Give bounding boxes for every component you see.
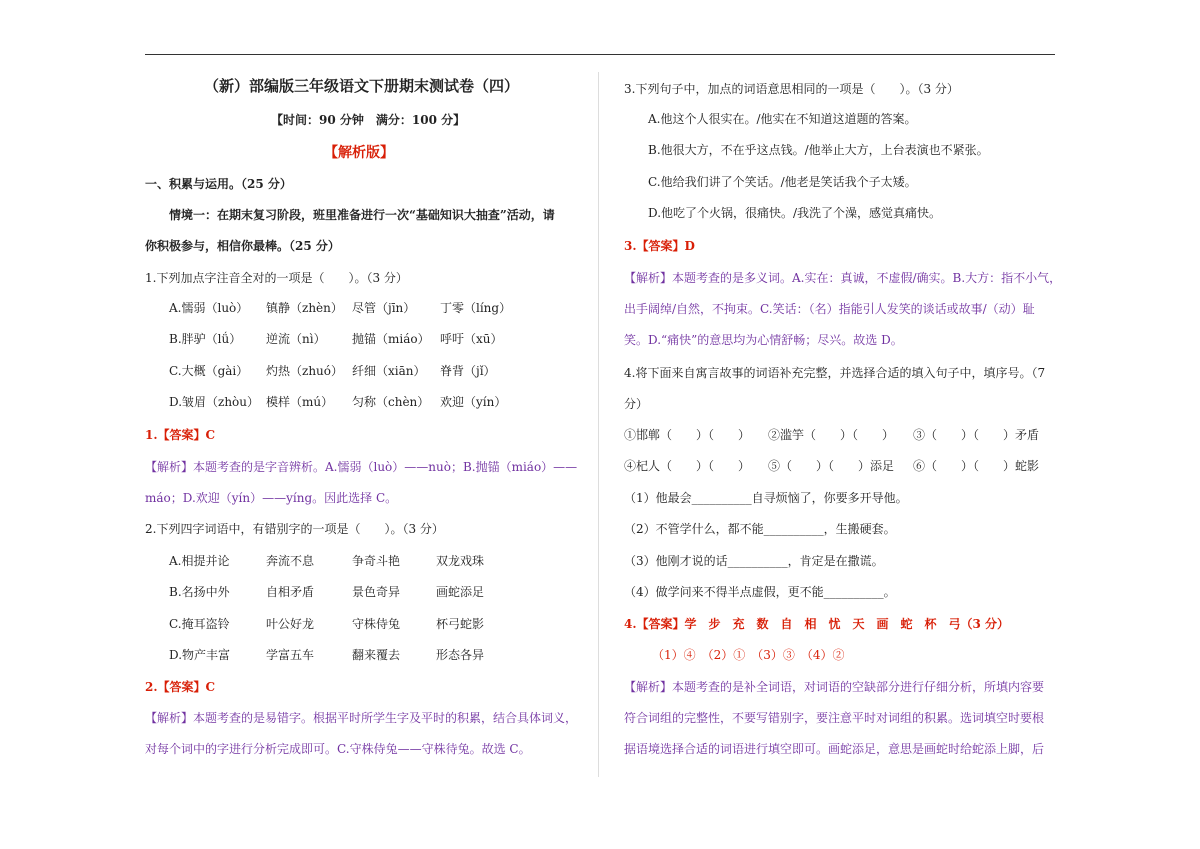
q1-option-d: D.皱眉（zhòu） (169, 395, 260, 409)
q1-option-b: B.胖驴（lǘ） (169, 332, 242, 346)
q4-blank-5: ⑤（ ）（ ）添足 (768, 459, 895, 473)
q3-option-a: A.他这个人很实在。/他实在不知道这道题的答案。 (648, 112, 917, 126)
q4-analysis-line-3: 据语境选择合适的词语进行填空即可。画蛇添足，意思是画蛇时给蛇添上脚，后 (624, 742, 1045, 756)
q2-analysis-line-1: 【解析】本题考查的是易错字。根据平时所学生字及平时的积累，结合具体词义， (145, 711, 578, 725)
q2-option-c: C.掩耳盗铃 (169, 617, 230, 631)
q1-word: 呼吁（xū） (440, 332, 503, 346)
q4-answer-order: （1）④ （2）① （3）③ （4）② (652, 648, 845, 662)
q1-word: 灼热（zhuó） (266, 364, 344, 378)
q4-blank-1: ①邯郸（ ）（ ） (624, 428, 751, 442)
q2-word: 学富五车 (266, 648, 315, 662)
q3-option-c: C.他给我们讲了个笑话。/他老是笑话我个子太矮。 (648, 175, 917, 189)
q4-stem-line-2: 分） (624, 397, 649, 411)
q2-word: 双龙戏珠 (436, 554, 485, 568)
q1-option-c: C.大概（gài） (169, 364, 249, 378)
q2-answer: 2.【答案】C (145, 680, 216, 694)
q2-option-b: B.名扬中外 (169, 585, 230, 599)
q1-word: 镇静（zhèn） (266, 301, 343, 315)
q1-word: 丁零（líng） (440, 301, 512, 315)
top-rule (145, 54, 1055, 55)
q2-word: 争奇斗艳 (352, 554, 401, 568)
q3-option-d: D.他吃了个火锅，很痛快。/我洗了个澡，感觉真痛快。 (648, 206, 942, 220)
q4-sentence-2: （2）不管学什么，都不能__________，生搬硬套。 (624, 522, 896, 536)
q2-analysis-line-2: 对每个词中的字进行分析完成即可。C.守株侍兔——守株待兔。故选 C。 (145, 742, 531, 756)
context-line-2: 你积极参与，相信你最棒。（25 分） (145, 239, 340, 253)
q2-word: 叶公好龙 (266, 617, 315, 631)
q2-stem: 2.下列四字词语中，有错别字的一项是（ ）。（3 分） (145, 522, 444, 536)
q4-sentence-1: （1）他最会__________自寻烦恼了，你要多开导他。 (624, 491, 908, 505)
q3-analysis-line-1: 【解析】本题考查的是多义词。A.实在：真诚，不虚假/确实。B.大方：指不小气， (624, 271, 1062, 285)
context-line-1: 情境一：在期末复习阶段，班里准备进行一次“基础知识大抽查”活动，请 (169, 208, 555, 222)
q4-blank-6: ⑥（ ）（ ）蛇影 (913, 459, 1040, 473)
q2-word: 翻来覆去 (352, 648, 401, 662)
q4-blank-3: ③（ ）（ ）矛盾 (913, 428, 1040, 442)
q2-word: 形态各异 (436, 648, 485, 662)
q3-analysis-line-3: 笑。D.“痛快”的意思均为心情舒畅；尽兴。故选 D。 (624, 333, 903, 347)
q4-blank-2: ②滥竽（ ）（ ） (768, 428, 895, 442)
q2-word: 守株侍兔 (352, 617, 401, 631)
q4-analysis-line-1: 【解析】本题考查的是补全词语，对词语的空缺部分进行仔细分析，所填内容要 (624, 680, 1045, 694)
page-title: （新）部编版三年级语文下册期末测试卷（四） (204, 77, 520, 95)
q2-word: 奔流不息 (266, 554, 315, 568)
exam-meta: 【时间：90 分钟 满分：100 分】 (271, 113, 466, 127)
q2-option-a: A.相提并论 (169, 554, 230, 568)
q1-option-a: A.懦弱（luò） (169, 301, 249, 315)
q2-word: 景色奇异 (352, 585, 401, 599)
q3-stem: 3.下列句子中，加点的词语意思相同的一项是（ ）。（3 分） (624, 82, 959, 96)
version-label: 【解析版】 (324, 145, 394, 161)
q1-word: 模样（mú） (266, 395, 334, 409)
q2-word: 画蛇添足 (436, 585, 485, 599)
q1-stem: 1.下列加点字注音全对的一项是（ ）。（3 分） (145, 271, 408, 285)
q3-answer: 3.【答案】D (624, 239, 695, 253)
q2-word: 自相矛盾 (266, 585, 315, 599)
q4-answer: 4.【答案】学 步 充 数 自 相 忧 天 画 蛇 杯 弓（3 分） (624, 617, 1010, 631)
q2-option-d: D.物产丰富 (169, 648, 231, 662)
q1-word: 尽管（jīn） (352, 301, 416, 315)
q1-word: 逆流（nì） (266, 332, 326, 346)
q1-word: 欢迎（yín） (440, 395, 507, 409)
q1-answer: 1.【答案】C (145, 428, 216, 442)
q3-option-b: B.他很大方，不在乎这点钱。/他举止大方，上台表演也不紧张。 (648, 143, 989, 157)
q4-analysis-line-2: 符合词组的完整性，不要写错别字，要注意平时对词组的积累。选词填空时要根 (624, 711, 1045, 725)
q4-blank-4: ④杞人（ ）（ ） (624, 459, 751, 473)
q4-sentence-4: （4）做学问来不得半点虚假，更不能__________。 (624, 585, 896, 599)
q2-word: 杯弓蛇影 (436, 617, 485, 631)
q1-word: 抛锚（miáo） (352, 332, 430, 346)
q1-analysis-line-1: 【解析】本题考查的是字音辨析。A.懦弱（luò）——nuò；B.抛锚（miáo）—— (145, 460, 578, 474)
q4-sentence-3: （3）他刚才说的话__________，肯定是在撒谎。 (624, 554, 884, 568)
q4-stem-line-1: 4.将下面来自寓言故事的词语补充完整，并选择合适的填入句子中，填序号。（7 (624, 366, 1046, 380)
q1-word: 纤细（xiān） (352, 364, 426, 378)
section-heading: 一、积累与运用。（25 分） (145, 177, 292, 191)
q1-analysis-line-2: máo；D.欢迎（yín）——yíng。因此选择 C。 (145, 491, 398, 505)
column-divider (598, 72, 599, 777)
q1-word: 脊背（jǐ） (440, 364, 496, 378)
q3-analysis-line-2: 出手阔绰/自然，不拘束。C.笑话：（名）指能引人发笑的谈话或故事/（动）耻 (624, 302, 1035, 316)
q1-word: 匀称（chèn） (352, 395, 430, 409)
